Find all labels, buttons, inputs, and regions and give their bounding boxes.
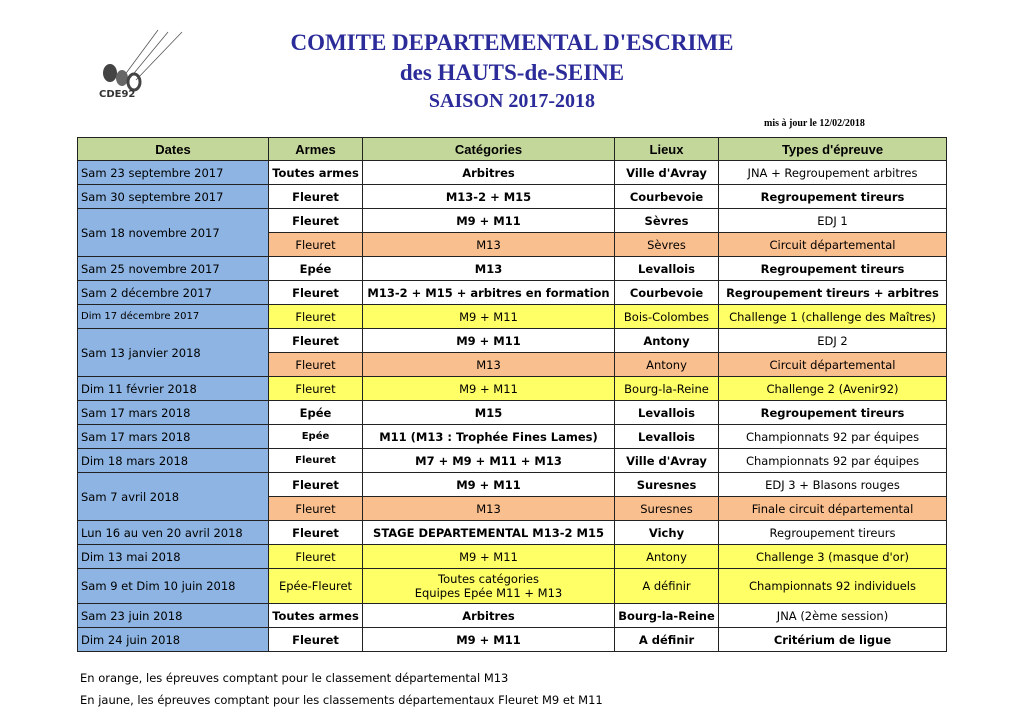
cell-date: Sam 30 septembre 2017 bbox=[78, 185, 269, 209]
schedule-table bbox=[77, 137, 947, 652]
cell-date: Dim 13 mai 2018 bbox=[78, 545, 269, 569]
cell-type: Championnats 92 par équipes bbox=[719, 425, 947, 449]
cell-lieu: Bois-Colombes bbox=[615, 305, 719, 329]
cell-categorie: M13 bbox=[363, 497, 615, 521]
table-row bbox=[78, 257, 947, 281]
cell-type: Challenge 3 (masque d'or) bbox=[719, 545, 947, 569]
cell-categorie: M9 + M11 bbox=[363, 209, 615, 233]
cell-lieu: A définir bbox=[615, 628, 719, 652]
cell-date: Sam 7 avril 2018 bbox=[78, 473, 269, 521]
cell-categorie bbox=[363, 569, 615, 604]
cell-arme: Toutes armes bbox=[269, 604, 363, 628]
table-row bbox=[78, 401, 947, 425]
cell-arme: Fleuret bbox=[269, 497, 363, 521]
cell-type: EDJ 2 bbox=[719, 329, 947, 353]
cell-type: Regroupement tireurs bbox=[719, 401, 947, 425]
cell-categorie: M11 (M13 : Trophée Fines Lames) bbox=[363, 425, 615, 449]
cell-categorie: M13-2 + M15 + arbitres en formation bbox=[363, 281, 615, 305]
table-row bbox=[78, 545, 947, 569]
cell-lieu: Vichy bbox=[615, 521, 719, 545]
cell-categorie: M13 bbox=[363, 353, 615, 377]
cell-date: Sam 17 mars 2018 bbox=[78, 425, 269, 449]
cell-type: Challenge 2 (Avenir92) bbox=[719, 377, 947, 401]
table-row bbox=[78, 305, 947, 329]
col-types: Types d'épreuve bbox=[719, 138, 947, 161]
cell-date: Lun 16 au ven 20 avril 2018 bbox=[78, 521, 269, 545]
table-row bbox=[78, 569, 947, 604]
col-categories: Catégories bbox=[363, 138, 615, 161]
cell-categorie: M13 bbox=[363, 257, 615, 281]
table-row bbox=[78, 161, 947, 185]
cell-categorie: Arbitres bbox=[363, 604, 615, 628]
cell-lieu: A définir bbox=[615, 569, 719, 604]
cell-date: Dim 11 février 2018 bbox=[78, 377, 269, 401]
cell-arme: Epée bbox=[269, 257, 363, 281]
table-row bbox=[78, 425, 947, 449]
cell-lieu: Bourg-la-Reine bbox=[615, 377, 719, 401]
cell-type: JNA + Regroupement arbitres bbox=[719, 161, 947, 185]
cell-type: Regroupement tireurs bbox=[719, 521, 947, 545]
cell-type: Regroupement tireurs + arbitres bbox=[719, 281, 947, 305]
table-row bbox=[78, 604, 947, 628]
cell-arme: Fleuret bbox=[269, 353, 363, 377]
cell-arme: Fleuret bbox=[269, 281, 363, 305]
table-row bbox=[78, 628, 947, 652]
cell-type: JNA (2ème session) bbox=[719, 604, 947, 628]
cell-categorie: M9 + M11 bbox=[363, 329, 615, 353]
cell-categorie: M13 bbox=[363, 233, 615, 257]
title-line-1: COMITE DEPARTEMENTAL D'ESCRIME bbox=[290, 30, 734, 55]
cell-date: Sam 23 septembre 2017 bbox=[78, 161, 269, 185]
cell-lieu: Bourg-la-Reine bbox=[615, 604, 719, 628]
cell-type: Challenge 1 (challenge des Maîtres) bbox=[719, 305, 947, 329]
cell-type: Critérium de ligue bbox=[719, 628, 947, 652]
col-armes: Armes bbox=[269, 138, 363, 161]
cell-arme: Fleuret bbox=[269, 449, 363, 473]
cell-type: EDJ 1 bbox=[719, 209, 947, 233]
cell-categorie: M9 + M11 bbox=[363, 628, 615, 652]
cell-arme: Fleuret bbox=[269, 628, 363, 652]
categorie-line: Equipes Epée M11 + M13 bbox=[414, 586, 563, 600]
cell-type: Finale circuit départemental bbox=[719, 497, 947, 521]
cell-arme: Fleuret bbox=[269, 473, 363, 497]
cell-arme: Toutes armes bbox=[269, 161, 363, 185]
cell-type: Circuit départemental bbox=[719, 233, 947, 257]
cell-lieu: Courbevoie bbox=[615, 281, 719, 305]
cell-lieu: Levallois bbox=[615, 425, 719, 449]
col-dates: Dates bbox=[78, 138, 269, 161]
updated-date: mis à jour le 12/02/2018 bbox=[764, 118, 865, 129]
cell-lieu: Courbevoie bbox=[615, 185, 719, 209]
cell-categorie: M9 + M11 bbox=[363, 305, 615, 329]
cell-arme: Fleuret bbox=[269, 377, 363, 401]
cell-type: Regroupement tireurs bbox=[719, 257, 947, 281]
cell-arme: Epée bbox=[269, 425, 363, 449]
cell-lieu: Ville d'Avray bbox=[615, 449, 719, 473]
col-lieux: Lieux bbox=[615, 138, 719, 161]
cell-arme: Fleuret bbox=[269, 233, 363, 257]
table-row bbox=[78, 473, 947, 497]
cell-lieu: Sèvres bbox=[615, 233, 719, 257]
cell-type: EDJ 3 + Blasons rouges bbox=[719, 473, 947, 497]
cell-arme: Epée-Fleuret bbox=[269, 569, 363, 604]
cell-categorie: STAGE DEPARTEMENTAL M13-2 M15 bbox=[363, 521, 615, 545]
cell-date: Sam 23 juin 2018 bbox=[78, 604, 269, 628]
cell-lieu: Antony bbox=[615, 545, 719, 569]
cell-date: Sam 17 mars 2018 bbox=[78, 401, 269, 425]
cell-categorie: M7 + M9 + M11 + M13 bbox=[363, 449, 615, 473]
cell-date: Sam 25 novembre 2017 bbox=[78, 257, 269, 281]
table-row bbox=[78, 449, 947, 473]
cell-lieu: Sèvres bbox=[615, 209, 719, 233]
cell-date: Sam 13 janvier 2018 bbox=[78, 329, 269, 377]
cell-lieu: Suresnes bbox=[615, 473, 719, 497]
cell-arme: Epée bbox=[269, 401, 363, 425]
table-row bbox=[78, 281, 947, 305]
cell-type: Championnats 92 individuels bbox=[719, 569, 947, 604]
cell-categorie: M13-2 + M15 bbox=[363, 185, 615, 209]
svg-text:CDE92: CDE92 bbox=[99, 89, 136, 100]
cell-categorie: M15 bbox=[363, 401, 615, 425]
cell-categorie: M9 + M11 bbox=[363, 473, 615, 497]
legend-yellow: En jaune, les épreuves comptant pour les classements départementaux Fleuret M9 et M11 bbox=[80, 693, 603, 707]
cell-type: Regroupement tireurs bbox=[719, 185, 947, 209]
cell-lieu: Ville d'Avray bbox=[615, 161, 719, 185]
table-header-row bbox=[78, 138, 947, 161]
cell-categorie: M9 + M11 bbox=[363, 377, 615, 401]
cell-lieu: Antony bbox=[615, 353, 719, 377]
cell-lieu: Levallois bbox=[615, 401, 719, 425]
cell-date: Sam 18 novembre 2017 bbox=[78, 209, 269, 257]
legend-orange: En orange, les épreuves comptant pour le classement départemental M13 bbox=[80, 671, 509, 685]
table-row bbox=[78, 209, 947, 233]
cell-categorie: M9 + M11 bbox=[363, 545, 615, 569]
table-row bbox=[78, 377, 947, 401]
cell-date: Dim 18 mars 2018 bbox=[78, 449, 269, 473]
cell-date: Sam 9 et Dim 10 juin 2018 bbox=[78, 569, 269, 604]
cell-type: Circuit départemental bbox=[719, 353, 947, 377]
cell-arme: Fleuret bbox=[269, 185, 363, 209]
categorie-line: Toutes catégories bbox=[438, 572, 539, 586]
cell-arme: Fleuret bbox=[269, 545, 363, 569]
cell-date: Dim 17 décembre 2017 bbox=[78, 305, 269, 329]
cell-date: Dim 24 juin 2018 bbox=[78, 628, 269, 652]
cell-date: Sam 2 décembre 2017 bbox=[78, 281, 269, 305]
cell-type: Championnats 92 par équipes bbox=[719, 449, 947, 473]
cell-categorie: Arbitres bbox=[363, 161, 615, 185]
table-row bbox=[78, 185, 947, 209]
title-line-2: des HAUTS-de-SEINE bbox=[399, 60, 625, 85]
cell-arme: Fleuret bbox=[269, 329, 363, 353]
title-line-3: SAISON 2017-2018 bbox=[428, 90, 596, 112]
cell-lieu: Levallois bbox=[615, 257, 719, 281]
cell-arme: Fleuret bbox=[269, 305, 363, 329]
cell-arme: Fleuret bbox=[269, 521, 363, 545]
cell-lieu: Suresnes bbox=[615, 497, 719, 521]
table-row bbox=[78, 329, 947, 353]
table-row bbox=[78, 521, 947, 545]
cell-lieu: Antony bbox=[615, 329, 719, 353]
cell-arme: Fleuret bbox=[269, 209, 363, 233]
